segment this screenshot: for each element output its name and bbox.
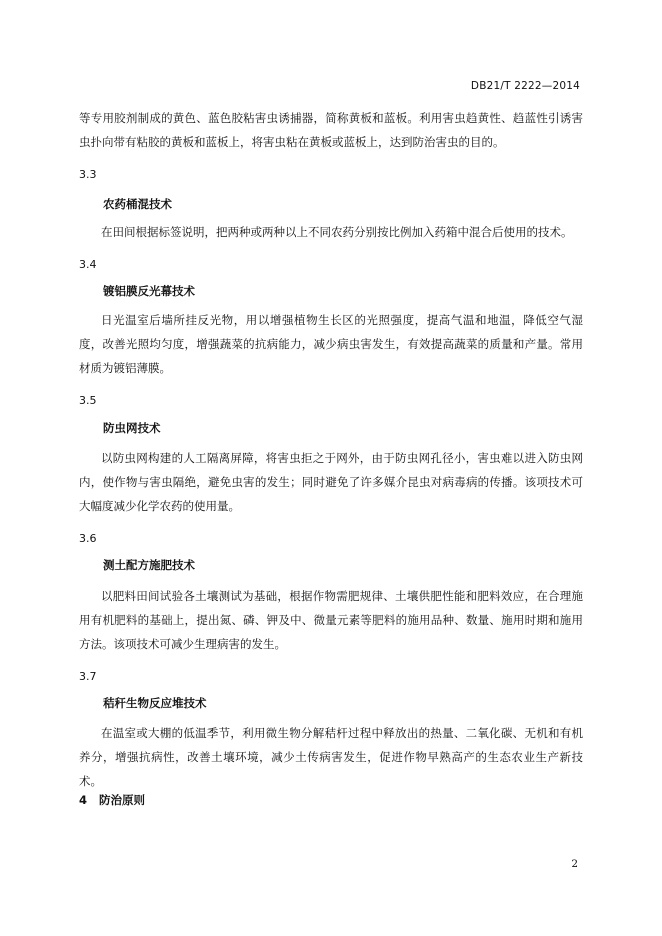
- section-number-3-7: 3.7: [79, 670, 97, 683]
- term-heading-3-4: 镀铝膜反光幕技术: [103, 284, 195, 298]
- term-heading-3-6: 测土配方施肥技术: [103, 558, 195, 572]
- section-number-3-4: 3.4: [79, 258, 97, 271]
- section-number-3-6: 3.6: [79, 532, 97, 545]
- standard-code: DB21/T 2222—2014: [470, 80, 580, 92]
- intro-paragraph: 等专用胶剂制成的黄色、蓝色胶粘害虫诱捕器，简称黄板和蓝板。利用害虫趋黄性、趋蓝性引诱害虫扑向带有粘胶的黄板和蓝板上，将害虫粘在黄板或蓝板上，达到防治害虫的目的。: [79, 111, 583, 149]
- page-number: 2: [571, 858, 578, 870]
- definition-3-5: 以防虫网构建的人工隔离屏障，将害虫拒之于网外，由于防虫网孔径小，害虫难以进入防虫网内，使作物与害虫隔绝，避免虫害的发生；同时避免了许多媒介昆虫对病毒病的传播。该项技术可大幅度减少化学农药的使用量。: [79, 451, 583, 513]
- definition-3-3: 在田间根据标签说明，把两种或两种以上不同农药分别按比例加入药箱中混合后使用的技术。: [101, 225, 573, 239]
- term-heading-3-7: 秸秆生物反应堆技术: [103, 696, 207, 710]
- section-number-3-3: 3.3: [79, 168, 97, 181]
- term-heading-3-3: 农药桶混技术: [103, 197, 172, 211]
- chapter-heading: [79, 792, 145, 808]
- chapter-title: 防治原则: [99, 793, 146, 807]
- definition-3-6: 以肥料田间试验各土壤测试为基础，根据作物需肥规律、土壤供肥性能和肥料效应，在合理施用有机肥料的基础上，提出氮、磷、钾及中、微量元素等肥料的施用品种、数量、施用时期和施用方法。该项技术可减少生理病害的发生。: [79, 589, 583, 651]
- definition-3-7: 在温室或大棚的低温季节，利用微生物分解秸杆过程中释放出的热量、二氧化碳、无机和有机养分，增强抗病性，改善土壤环境，减少土传病害发生，促进作物早熟高产的生态农业生产新技术。: [79, 726, 583, 788]
- definition-3-4: 日光温室后墙所挂反光物，用以增强植物生长区的光照强度，提高气温和地温，降低空气湿度，改善光照均匀度，增强蔬菜的抗病能力，减少病虫害发生，有效提高蔬菜的质量和产量。常用材质为镀铝薄膜。: [79, 313, 583, 375]
- section-number-3-5: 3.5: [79, 394, 97, 407]
- chapter-number: 4: [79, 793, 88, 807]
- term-heading-3-5: 防虫网技术: [103, 421, 161, 435]
